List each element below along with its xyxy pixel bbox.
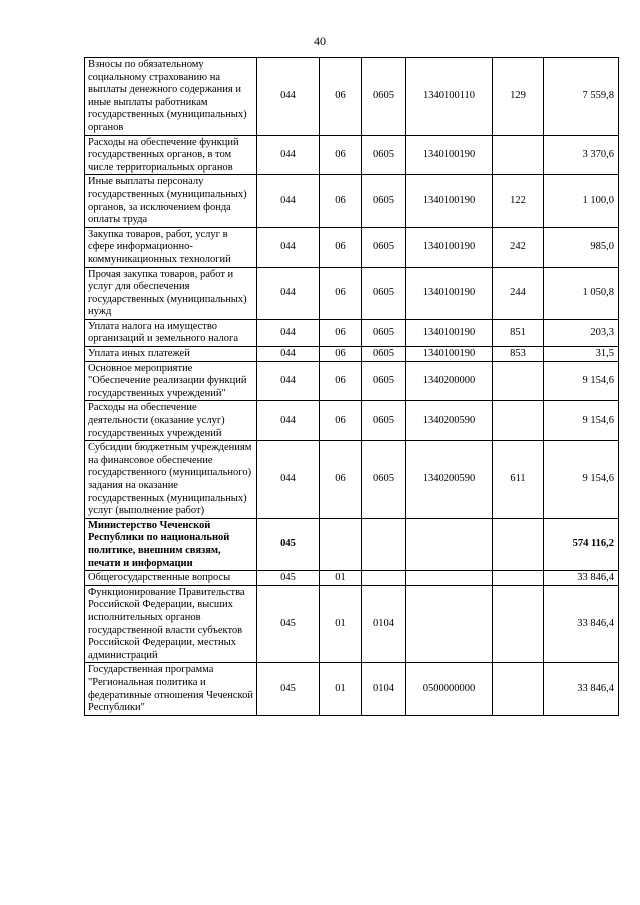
section-code-cell: 01 [320, 663, 362, 715]
section-code-cell [320, 518, 362, 570]
expense-type-cell: 122 [493, 175, 544, 227]
expense-type-cell: 853 [493, 347, 544, 362]
expense-type-cell: 242 [493, 227, 544, 267]
budget-table-body [85, 58, 619, 716]
row-name-cell: Основное мероприятие "Обеспечение реализации функций государственных учреждений" [85, 361, 257, 401]
expense-type-cell [493, 361, 544, 401]
row-name-cell: Взносы по обязательному социальному страхованию на выплаты денежного содержания и иные выплаты работникам государственных (муниципальных) органов [85, 58, 257, 136]
subsection-code-cell: 0605 [362, 135, 406, 175]
section-code-cell: 01 [320, 585, 362, 663]
target-article-cell [406, 571, 493, 586]
subsection-code-cell: 0605 [362, 319, 406, 346]
target-article-cell: 1340100190 [406, 319, 493, 346]
table-row [85, 135, 619, 175]
amount-cell: 33 846,4 [544, 663, 619, 715]
amount-cell: 7 559,8 [544, 58, 619, 136]
amount-cell: 33 846,4 [544, 571, 619, 586]
subsection-code-cell: 0605 [362, 175, 406, 227]
amount-cell: 1 100,0 [544, 175, 619, 227]
page-number: 40 [314, 34, 326, 48]
row-name-cell: Расходы на обеспечение функций государственных органов, в том числе территориальных органов [85, 135, 257, 175]
table-row [85, 58, 619, 136]
expense-type-cell [493, 571, 544, 586]
section-code-cell: 06 [320, 319, 362, 346]
section-code-cell: 06 [320, 58, 362, 136]
ministry-code-cell: 044 [257, 347, 320, 362]
table-row [85, 663, 619, 715]
expense-type-cell [493, 518, 544, 570]
expense-type-cell: 244 [493, 267, 544, 319]
table-row [85, 571, 619, 586]
budget-table [84, 57, 619, 716]
section-code-cell: 01 [320, 571, 362, 586]
table-row [85, 175, 619, 227]
subsection-code-cell [362, 518, 406, 570]
table-row [85, 361, 619, 401]
expense-type-cell [493, 663, 544, 715]
target-article-cell: 1340200590 [406, 441, 493, 519]
row-name-cell: Уплата налога на имущество организаций и земельного налога [85, 319, 257, 346]
section-code-cell: 06 [320, 267, 362, 319]
row-name-cell: Государственная программа "Региональная политика и федеративные отношения Чеченской Республики" [85, 663, 257, 715]
target-article-cell: 1340200000 [406, 361, 493, 401]
subsection-code-cell: 0605 [362, 58, 406, 136]
table-row [85, 441, 619, 519]
row-name-cell: Закупка товаров, работ, услуг в сфере информационно-коммуникационных технологий [85, 227, 257, 267]
row-name-cell: Уплата иных платежей [85, 347, 257, 362]
target-article-cell [406, 518, 493, 570]
ministry-code-cell: 044 [257, 401, 320, 441]
table-row [85, 319, 619, 346]
section-code-cell: 06 [320, 441, 362, 519]
ministry-code-cell: 044 [257, 227, 320, 267]
row-name-cell: Расходы на обеспечение деятельности (оказание услуг) государственных учреждений [85, 401, 257, 441]
subsection-code-cell: 0605 [362, 267, 406, 319]
table-row [85, 267, 619, 319]
expense-type-cell [493, 585, 544, 663]
target-article-cell: 1340100190 [406, 267, 493, 319]
row-name-cell: Прочая закупка товаров, работ и услуг для обеспечения государственных (муниципальных) нужд [85, 267, 257, 319]
subsection-code-cell: 0605 [362, 361, 406, 401]
expense-type-cell: 129 [493, 58, 544, 136]
table-row [85, 585, 619, 663]
amount-cell: 31,5 [544, 347, 619, 362]
ministry-code-cell: 044 [257, 135, 320, 175]
target-article-cell: 1340100190 [406, 347, 493, 362]
ministry-code-cell: 044 [257, 267, 320, 319]
amount-cell: 9 154,6 [544, 361, 619, 401]
table-row [85, 227, 619, 267]
ministry-code-cell: 044 [257, 175, 320, 227]
section-code-cell: 06 [320, 175, 362, 227]
ministry-code-cell: 045 [257, 518, 320, 570]
ministry-code-cell: 044 [257, 58, 320, 136]
amount-cell: 985,0 [544, 227, 619, 267]
ministry-code-cell: 045 [257, 663, 320, 715]
target-article-cell: 1340200590 [406, 401, 493, 441]
expense-type-cell [493, 135, 544, 175]
table-row [85, 401, 619, 441]
row-name-cell: Функционирование Правительства Российской Федерации, высших исполнительных органов государственной власти субъектов Российской Федерации, местных администраций [85, 585, 257, 663]
target-article-cell [406, 585, 493, 663]
target-article-cell: 1340100110 [406, 58, 493, 136]
ministry-code-cell: 044 [257, 361, 320, 401]
subsection-code-cell: 0605 [362, 441, 406, 519]
section-code-cell: 06 [320, 361, 362, 401]
ministry-code-cell: 045 [257, 585, 320, 663]
subsection-code-cell: 0605 [362, 401, 406, 441]
expense-type-cell [493, 401, 544, 441]
target-article-cell: 1340100190 [406, 135, 493, 175]
section-code-cell: 06 [320, 135, 362, 175]
subsection-code-cell [362, 571, 406, 586]
target-article-cell: 1340100190 [406, 175, 493, 227]
ministry-code-cell: 045 [257, 571, 320, 586]
expense-type-cell: 611 [493, 441, 544, 519]
section-code-cell: 06 [320, 227, 362, 267]
target-article-cell: 0500000000 [406, 663, 493, 715]
ministry-code-cell: 044 [257, 441, 320, 519]
amount-cell: 203,3 [544, 319, 619, 346]
amount-cell: 9 154,6 [544, 401, 619, 441]
subsection-code-cell: 0605 [362, 227, 406, 267]
table-row [85, 518, 619, 570]
subsection-code-cell: 0104 [362, 585, 406, 663]
target-article-cell: 1340100190 [406, 227, 493, 267]
amount-cell: 9 154,6 [544, 441, 619, 519]
table-row [85, 347, 619, 362]
amount-cell: 574 116,2 [544, 518, 619, 570]
subsection-code-cell: 0104 [362, 663, 406, 715]
row-name-cell: Субсидии бюджетным учреждениям на финансовое обеспечение государственного (муниципального) задания на оказание государственных (муниципальных) услуг (выполнение работ) [85, 441, 257, 519]
amount-cell: 1 050,8 [544, 267, 619, 319]
row-name-cell: Министерство Чеченской Республики по национальной политике, внешним связям, печати и информации [85, 518, 257, 570]
amount-cell: 33 846,4 [544, 585, 619, 663]
row-name-cell: Иные выплаты персоналу государственных (муниципальных) органов, за исключением фонда оплаты труда [85, 175, 257, 227]
expense-type-cell: 851 [493, 319, 544, 346]
section-code-cell: 06 [320, 347, 362, 362]
subsection-code-cell: 0605 [362, 347, 406, 362]
section-code-cell: 06 [320, 401, 362, 441]
ministry-code-cell: 044 [257, 319, 320, 346]
amount-cell: 3 370,6 [544, 135, 619, 175]
row-name-cell: Общегосударственные вопросы [85, 571, 257, 586]
